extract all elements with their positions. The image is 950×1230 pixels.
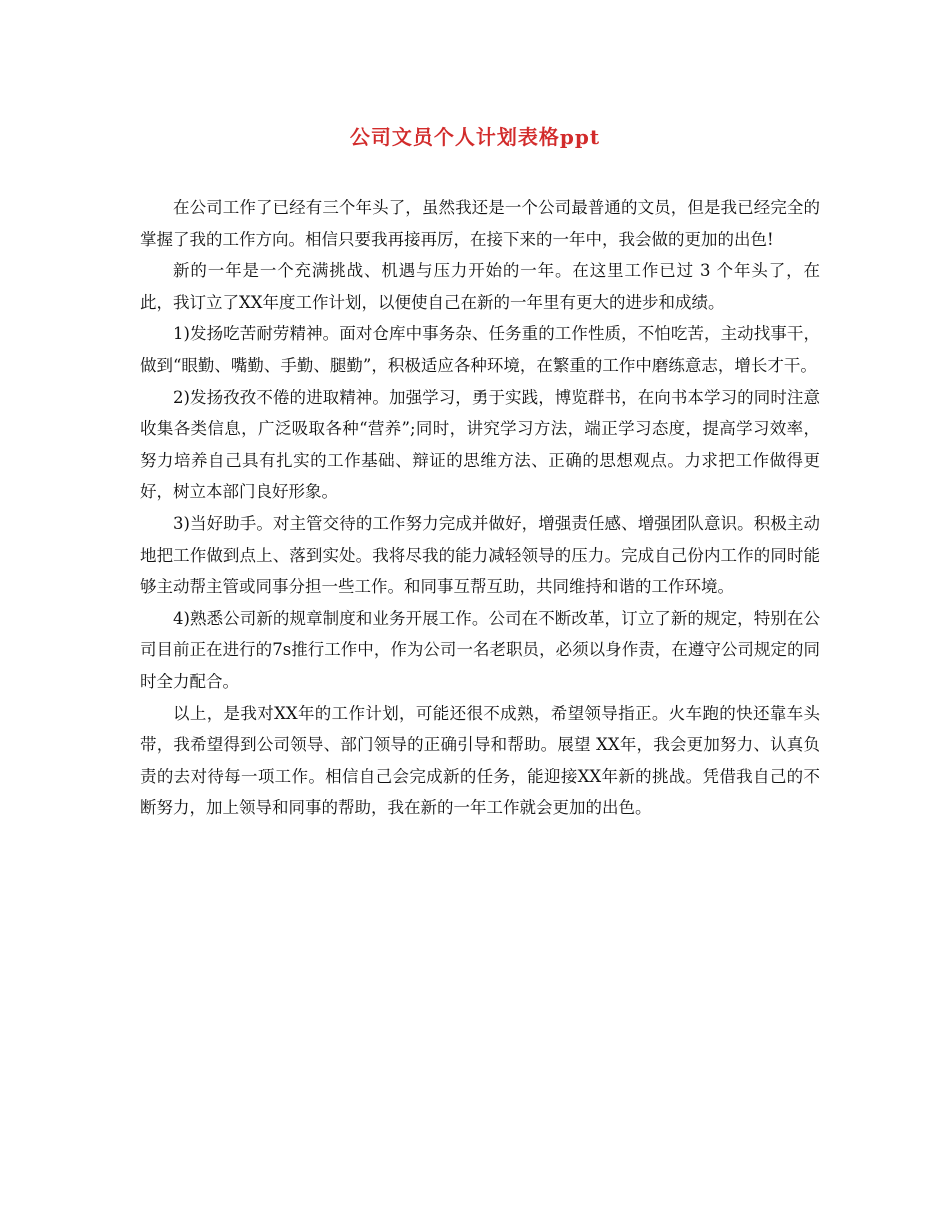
paragraph-point-1: 1)发扬吃苦耐劳精神。面对仓库中事务杂、任务重的工作性质，不怕吃苦，主动找事干，做到“眼勤、嘴勤、手勤、腿勤”，积极适应各种环境，在繁重的工作中磨练意志，增长才干。: [140, 324, 820, 375]
document-title: 公司文员个人计划表格ppt: [349, 125, 601, 149]
document-body: [140, 192, 820, 824]
paragraph-conclusion: 以上，是我对XX年的工作计划，可能还很不成熟，希望领导指正。火车跑的快还靠车头带，我希望得到公司领导、部门领导的正确引导和帮助。展望 XX年，我会更加努力、认真负责的去对待每一项工作。相信自己会完成新的任务，能迎接XX年新的挑战。凭借我自己的不断努力，加上领导和同事的帮助，我在新的一年工作就会更加的出色。: [140, 703, 820, 818]
paragraph-point-2: 2)发扬孜孜不倦的进取精神。加强学习，勇于实践，博览群书，在向书本学习的同时注意收集各类信息，广泛吸取各种“营养”;同时，讲究学习方法，端正学习态度，提高学习效率，努力培养自己具有扎实的工作基础、辩证的思维方法、正确的思想观点。力求把工作做得更好，树立本部门良好形象。: [140, 387, 820, 502]
paragraph-point-4: 4)熟悉公司新的规章制度和业务开展工作。公司在不断改革，订立了新的规定，特别在公司目前正在进行的7s推行工作中，作为公司一名老职员，必须以身作责，在遵守公司规定的同时全力配合。: [140, 608, 820, 691]
paragraph-new-year: 新的一年是一个充满挑战、机遇与压力开始的一年。在这里工作已过 3 个年头了，在此，我订立了XX年度工作计划，以便使自己在新的一年里有更大的进步和成绩。: [140, 261, 820, 312]
paragraph-point-3: 3)当好助手。对主管交待的工作努力完成并做好，增强责任感、增强团队意识。积极主动地把工作做到点上、落到实处。我将尽我的能力减轻领导的压力。完成自己份内工作的同时能够主动帮主管或同事分担一些工作。和同事互帮互助，共同维持和谐的工作环境。: [140, 513, 820, 597]
paragraph-intro: 在公司工作了已经有三个年头了，虽然我还是一个公司最普通的文员，但是我已经完全的掌握了我的工作方向。相信只要我再接再厉，在接下来的一年中，我会做的更加的出色!: [140, 198, 820, 249]
